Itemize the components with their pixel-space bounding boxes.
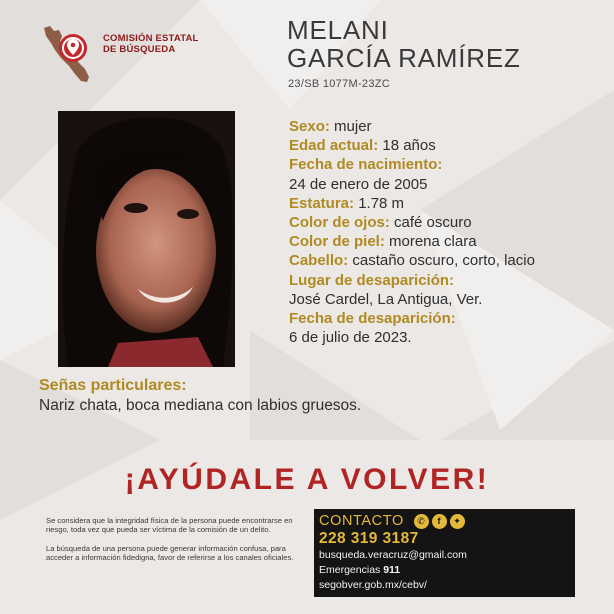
contact-website[interactable]: segobver.gob.mx/cebv/ bbox=[319, 579, 427, 591]
detail-label: Cabello: bbox=[289, 252, 349, 270]
person-name bbox=[287, 16, 521, 72]
detail-sexo bbox=[289, 117, 609, 136]
marks-value: Nariz chata, boca mediana con labios gruesos. bbox=[39, 397, 362, 414]
detail-nacimiento-value: 24 de enero de 2005 bbox=[289, 175, 428, 193]
detail-estatura bbox=[289, 194, 609, 213]
contact-phone[interactable]: 228 319 3187 bbox=[319, 530, 419, 547]
detail-label: Color de piel: bbox=[289, 233, 385, 251]
contact-emergencias bbox=[319, 563, 575, 578]
marks-label: Señas particulares: bbox=[39, 377, 187, 394]
contact-title-row bbox=[319, 513, 575, 529]
disclaimer-paragraph-2: La búsqueda de una persona puede generar información confusa, para acceder a información fidedigna, favor de referirse a los canales oficiales. bbox=[46, 543, 294, 563]
logo-line1: COMISIÓN ESTATAL bbox=[103, 33, 199, 44]
facebook-icon[interactable]: f bbox=[432, 514, 447, 529]
disclaimer-paragraph-1: Se considera que la integridad física de la persona puede encontrarse en riesgo, toda vez que pueda ser víctima de la comisión de un delito. bbox=[46, 516, 293, 535]
twitter-icon[interactable]: ✦ bbox=[450, 514, 465, 529]
emergencias-label: Emergencias bbox=[319, 564, 384, 576]
contact-title: CONTACTO bbox=[319, 513, 404, 529]
detail-value: café oscuro bbox=[389, 214, 472, 232]
detail-value: castaño oscuro, corto, lacio bbox=[348, 252, 535, 270]
detail-lugar-value: José Cardel, La Antigua, Ver. bbox=[289, 290, 483, 308]
person-details bbox=[289, 117, 609, 347]
detail-nacimiento-label: Fecha de nacimiento: bbox=[289, 156, 443, 174]
case-id: 23/SB 1077M-23ZC bbox=[288, 78, 391, 90]
emergencias-number[interactable]: 911 bbox=[383, 564, 401, 576]
detail-piel bbox=[289, 232, 609, 251]
detail-value: 18 años bbox=[378, 137, 436, 155]
detail-label: Color de ojos: bbox=[289, 214, 390, 232]
detail-fecha-des-value: 6 de julio de 2023. bbox=[289, 329, 412, 347]
person-first-name: MELANI bbox=[287, 15, 389, 45]
person-last-name: GARCÍA RAMÍREZ bbox=[287, 43, 521, 73]
detail-label: Estatura: bbox=[289, 194, 355, 212]
contact-box bbox=[314, 509, 575, 597]
detail-value: mujer bbox=[329, 118, 372, 135]
logo-line2: DE BÚSQUEDA bbox=[103, 44, 176, 55]
detail-label: Edad actual: bbox=[289, 137, 379, 155]
phone-icon[interactable]: ✆ bbox=[414, 514, 429, 529]
detail-fecha-des-label: Fecha de desaparición: bbox=[289, 310, 456, 328]
detail-value: 1.78 m bbox=[354, 194, 405, 212]
detail-ojos bbox=[289, 213, 609, 232]
contact-icons bbox=[414, 514, 465, 529]
contact-email[interactable]: busqueda.veracruz@gmail.com bbox=[319, 549, 467, 561]
detail-label: Sexo: bbox=[289, 118, 330, 135]
footer-disclaimer bbox=[46, 516, 308, 563]
logo-text bbox=[103, 33, 199, 55]
detail-edad bbox=[289, 136, 609, 155]
detail-value: morena clara bbox=[384, 233, 477, 251]
cta-headline: ¡AYÚDALE A VOLVER! bbox=[124, 463, 490, 496]
person-photo bbox=[58, 111, 235, 367]
detail-cabello bbox=[289, 251, 609, 270]
detail-lugar-label: Lugar de desaparición: bbox=[289, 271, 455, 289]
